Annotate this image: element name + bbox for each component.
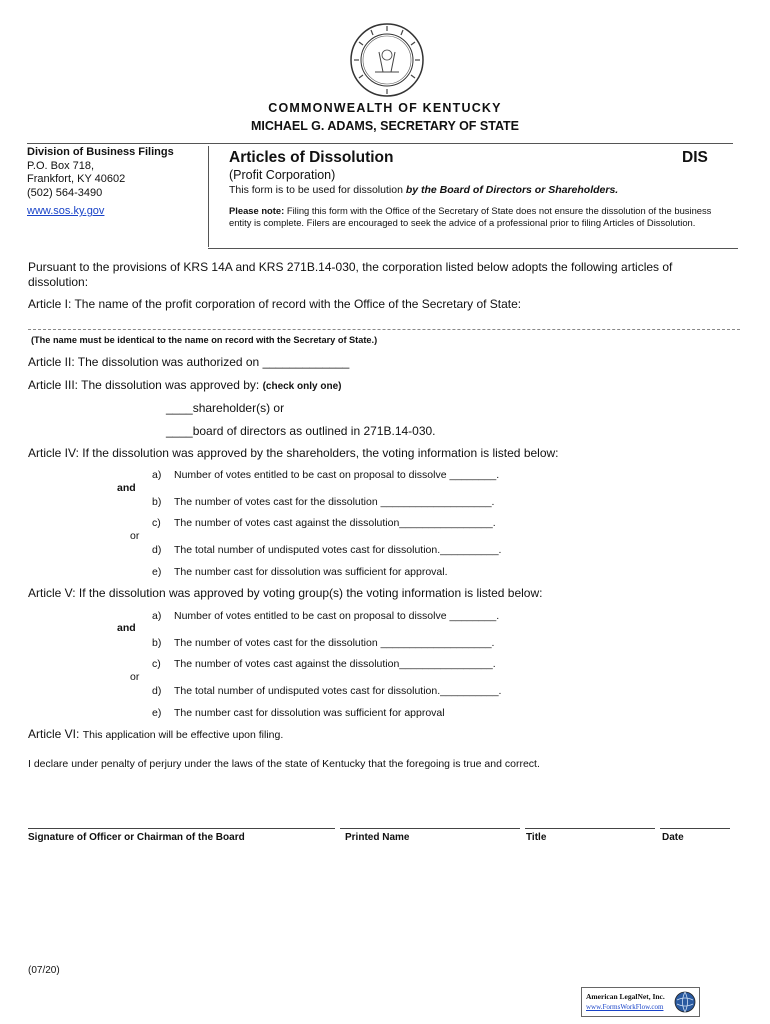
logo-company: American LegalNet, Inc.: [586, 992, 665, 1001]
article-6-label: Article VI:: [28, 727, 83, 741]
article-3-hint: (check only one): [262, 381, 342, 392]
header-divider: [27, 143, 733, 144]
state-seal: [349, 22, 425, 98]
vote-v-e: The number cast for dissolution was sufficient for approval: [174, 707, 445, 719]
vote-v-b[interactable]: The number of votes cast for the dissolution ___________________.: [174, 637, 495, 649]
logo-website[interactable]: www.FormsWorkFlow.com: [586, 1003, 664, 1011]
officer-signature-line[interactable]: [28, 828, 335, 829]
article-1-note: (The name must be identical to the name on record with the Secretary of State.): [31, 335, 378, 345]
article-3: [28, 378, 341, 392]
purpose-bold: by the Board of Directors or Shareholders.: [405, 184, 619, 196]
division-address-line2: Frankfort, KY 40602: [27, 173, 126, 185]
connector-or: or: [130, 671, 140, 683]
vote-iv-d[interactable]: The total number of undisputed votes cast for dissolution.__________.: [174, 544, 502, 556]
officer-signature-label: Signature of Officer or Chairman of the Board: [28, 832, 245, 843]
vote-iv-a[interactable]: Number of votes entitled to be cast on proposal to dissolve ________.: [174, 469, 500, 481]
declaration: I declare under penalty of perjury under the laws of the state of Kentucky that the foregoing is true and correct.: [28, 758, 540, 770]
vote-v-a-letter: a): [152, 610, 162, 622]
legalnet-logo: [581, 987, 700, 1017]
article-5: Article V: If the dissolution was approved by voting group(s) the voting information is listed below:: [28, 586, 543, 600]
division-phone: (502) 564-3490: [27, 186, 103, 199]
title-line[interactable]: [525, 828, 655, 829]
option-board[interactable]: ____board of directors as outlined in 271B.14-030.: [166, 424, 436, 438]
header-bottom-divider: [208, 248, 738, 249]
intro-paragraph: Pursuant to the provisions of KRS 14A and KRS 271B.14-030, the corporation listed below adopts the following articles of dissolution:: [28, 260, 673, 289]
commonwealth-heading: COMMONWEALTH OF KENTUCKY: [268, 101, 502, 115]
option-shareholders[interactable]: ____shareholder(s) or: [166, 401, 285, 415]
form-purpose: [229, 184, 618, 196]
division-info: [27, 146, 174, 219]
division-address-line1: P.O. Box 718,: [27, 159, 95, 172]
article-6: [28, 727, 283, 741]
vote-v-a[interactable]: Number of votes entitled to be cast on proposal to dissolve ________.: [174, 610, 500, 622]
website-link[interactable]: www.sos.ky.gov: [27, 205, 105, 217]
vote-iv-b-letter: b): [152, 496, 162, 508]
vote-iv-c-letter: c): [152, 517, 161, 529]
printed-name-label: Printed Name: [345, 832, 410, 843]
note-text: Filing this form with the Office of the Secretary of State does not ensure the dissolution of the business entity is complete. Filers are encouraged to seek the advice of a professional prior to filing Articles of Dissolution.: [229, 205, 712, 228]
connector-and: and: [117, 482, 136, 494]
vote-iv-d-letter: d): [152, 544, 162, 556]
header-vertical-divider: [208, 146, 209, 247]
vote-iv-e: The number cast for dissolution was sufficient for approval.: [174, 566, 448, 578]
vote-v-d-letter: d): [152, 685, 162, 697]
form-title: Articles of Dissolution: [229, 149, 394, 166]
globe-icon: [674, 991, 696, 1013]
vote-v-d[interactable]: The total number of undisputed votes cast for dissolution.__________.: [174, 685, 502, 697]
revision-code: (07/20): [28, 965, 60, 976]
printed-name-line[interactable]: [340, 828, 520, 829]
vote-v-c[interactable]: The number of votes cast against the dissolution________________.: [174, 658, 496, 670]
vote-iv-b[interactable]: The number of votes cast for the dissolution ___________________.: [174, 496, 495, 508]
title-label: Title: [526, 832, 547, 843]
form-note: [229, 205, 713, 229]
form-subtitle: (Profit Corporation): [229, 168, 336, 182]
article-6-text: This application will be effective upon filing.: [82, 729, 284, 741]
article-2: Article II: The dissolution was authorized on _____________: [28, 355, 350, 369]
connector-and: and: [117, 622, 136, 634]
vote-v-c-letter: c): [152, 658, 161, 670]
vote-v-b-letter: b): [152, 637, 162, 649]
article-1: Article I: The name of the profit corporation of record with the Office of the Secretary of State:: [28, 297, 522, 311]
date-label: Date: [662, 832, 684, 843]
connector-or: or: [130, 530, 140, 542]
vote-iv-e-letter: e): [152, 566, 162, 578]
form-code: DIS: [682, 149, 708, 166]
secretary-heading: MICHAEL G. ADAMS, SECRETARY OF STATE: [250, 119, 520, 133]
division-name: Division of Business Filings: [27, 146, 174, 158]
vote-iv-a-letter: a): [152, 469, 162, 481]
vote-iv-c[interactable]: The number of votes cast against the dissolution________________.: [174, 517, 496, 529]
purpose-prefix: This form is to be used for dissolution: [229, 184, 406, 196]
corporation-name-field[interactable]: [28, 329, 740, 330]
vote-v-e-letter: e): [152, 707, 162, 719]
note-label: Please note:: [229, 205, 285, 216]
date-line[interactable]: [660, 828, 730, 829]
article-4: Article IV: If the dissolution was approved by the shareholders, the voting information is listed below:: [28, 446, 559, 460]
article-3-label: Article III: The dissolution was approved by:: [28, 378, 263, 392]
